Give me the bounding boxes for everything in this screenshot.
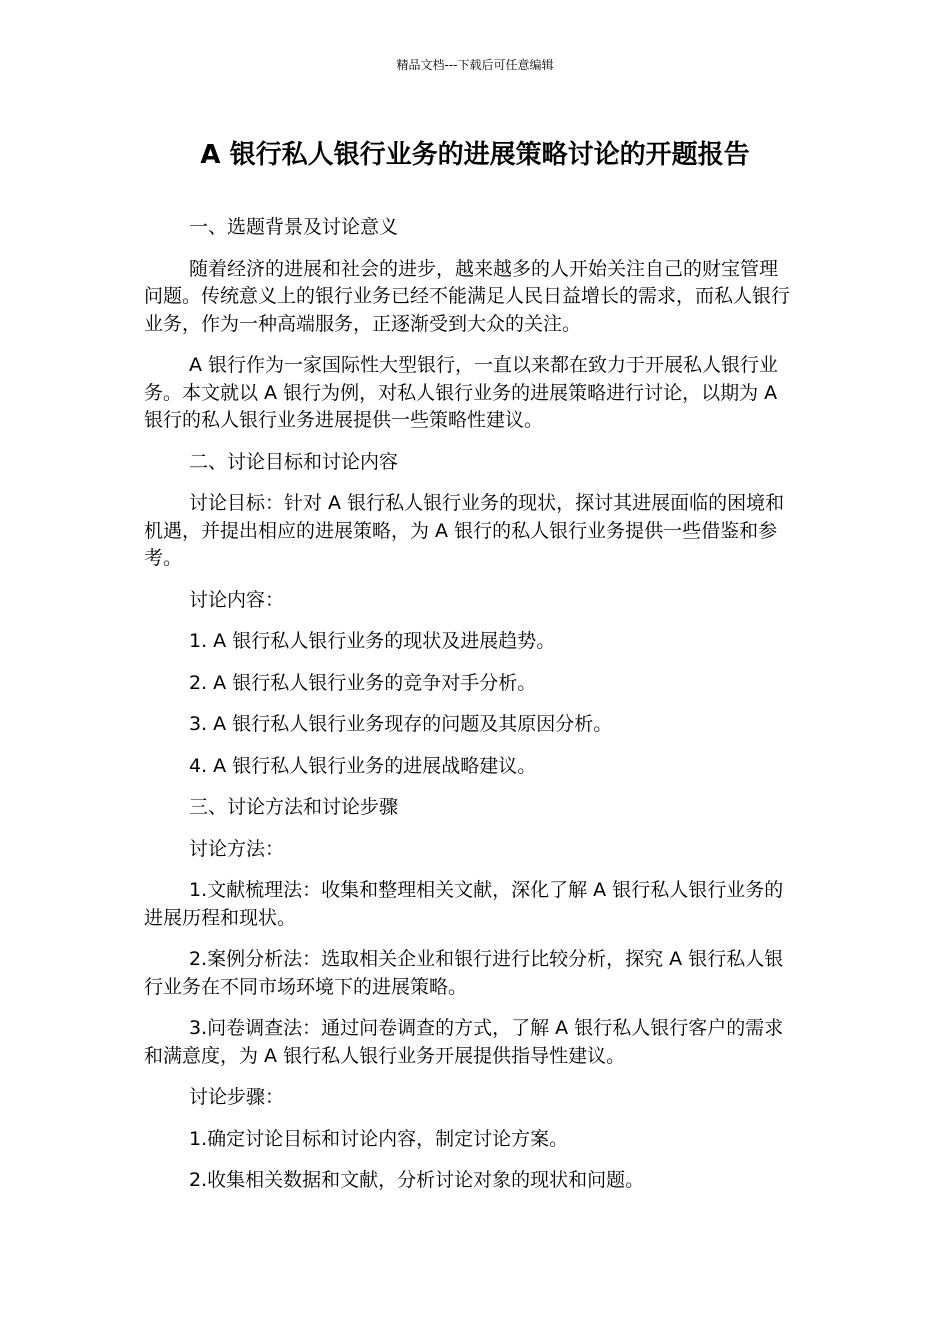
list-item-content-2: 2. A 银行私人银行业务的竞争对手分析。 bbox=[189, 671, 537, 694]
list-item-method-1: 1.文献梳理法：收集和整理相关文献，深化了解 A 银行私人银行业务的进展历程和现状。 bbox=[144, 879, 784, 929]
paragraph-methods-label: 讨论方法： bbox=[189, 837, 285, 860]
list-item-method-3: 3.问卷调查法：通过问卷调查的方式，了解 A 银行私人银行客户的需求和满意度，为 A 银行私人银行业务开展提供指导性建议。 bbox=[144, 1017, 784, 1067]
paragraph-content-label: 讨论内容： bbox=[189, 588, 285, 611]
document-title: A 银行私人银行业务的进展策略讨论的开题报告 bbox=[200, 140, 750, 170]
paragraph-steps-label: 讨论步骤： bbox=[189, 1086, 285, 1108]
list-item-method-2: 2.案例分析法：选取相关企业和银行进行比较分析，探究 A 银行私人银行业务在不同市场环境下的进展策略。 bbox=[144, 948, 784, 998]
paragraph-goal: 讨论目标：针对 A 银行私人银行业务的现状，探讨其进展面临的困境和机遇，并提出相应的进展策略，为 A 银行的私人银行业务提供一些借鉴和参考。 bbox=[144, 492, 785, 569]
page-header: 精品文档---下载后可任意编辑 bbox=[396, 58, 554, 72]
paragraph-bank-intro: A 银行作为一家国际性大型银行，一直以来都在致力于开展私人银行业务。本文就以 A 银行为例，对私人银行业务的进展策略进行讨论，以期为 A 银行的私人银行业务进展提供一些策略性建议。 bbox=[144, 354, 779, 431]
list-item-content-1: 1. A 银行私人银行业务的现状及进展趋势。 bbox=[189, 630, 556, 652]
list-item-content-4: 4. A 银行私人银行业务的进展战略建议。 bbox=[189, 754, 537, 777]
list-item-step-2: 2.收集相关数据和文献，分析讨论对象的现状和问题。 bbox=[189, 1169, 645, 1191]
section-heading-background: 一、选题背景及讨论意义 bbox=[189, 216, 399, 238]
section-heading-methods: 三、讨论方法和讨论步骤 bbox=[189, 796, 399, 818]
list-item-step-1: 1.确定讨论目标和讨论内容，制定讨论方案。 bbox=[189, 1127, 569, 1150]
document-body bbox=[144, 214, 792, 1209]
section-heading-goals: 二、讨论目标和讨论内容 bbox=[189, 450, 399, 473]
paragraph-background: 随着经济的进展和社会的进步，越来越多的人开始关注自己的财宝管理问题。传统意义上的银行业务已经不能满足人民日益增长的需求，而私人银行业务，作为一种高端服务，正逐渐受到大众的关注。 bbox=[144, 257, 791, 335]
list-item-content-3: 3. A 银行私人银行业务现存的问题及其原因分析。 bbox=[189, 713, 613, 735]
